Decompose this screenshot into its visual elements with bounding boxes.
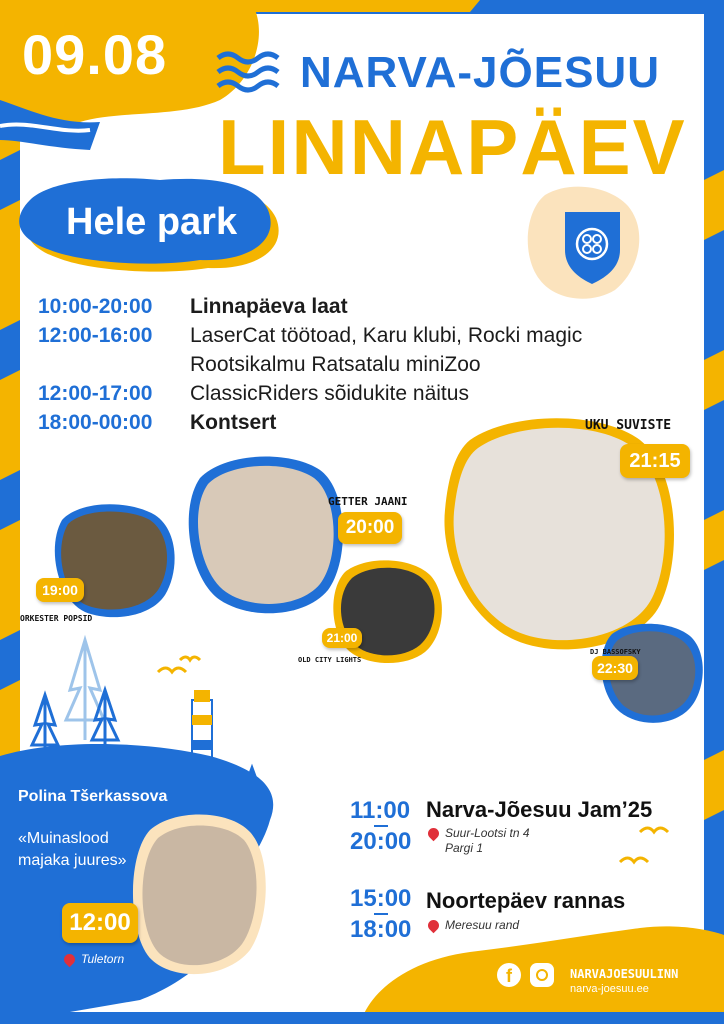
schedule-event: Linnapäeva laat <box>190 295 348 318</box>
performer-name-orkester: ORKESTER POPSID <box>20 614 93 623</box>
location-pin-icon <box>426 826 442 842</box>
event-title: LINNAPÄEV <box>218 103 687 191</box>
city-name: NARVA-JÕESUU <box>300 48 660 97</box>
performer-time-old-city-lights: 21:00 <box>322 628 362 648</box>
performer-time-getter: 20:00 <box>338 512 402 544</box>
side-event-time: 12:00 <box>62 903 138 943</box>
schedule-list <box>38 292 698 437</box>
event-time-end: 20:00 <box>350 828 412 855</box>
performer-time-uku: 21:15 <box>620 444 690 478</box>
schedule-row <box>38 350 698 379</box>
event-title-youth: Noortepäev rannas <box>426 888 626 913</box>
performer-time-orkester: 19:00 <box>36 578 84 602</box>
event-address-jam: Suur-Lootsi tn 4 Pargi 1 <box>428 826 530 856</box>
side-event-location: Tuletorn <box>64 952 124 966</box>
facebook-icon[interactable]: f <box>497 963 521 987</box>
event-youth <box>350 884 411 945</box>
side-event-performer: Polina Tšerkassova <box>18 788 168 805</box>
schedule-event: Kontsert <box>190 411 277 434</box>
schedule-row <box>38 379 698 408</box>
schedule-time <box>38 350 190 379</box>
social-handle[interactable]: NARVAJOESUULINN <box>570 967 679 981</box>
website-link[interactable]: narva-joesuu.ee <box>570 983 649 995</box>
performer-name-old-city-lights: OLD CITY LIGHTS <box>298 656 362 664</box>
venue-label: Hele park <box>66 201 238 243</box>
event-time-end: 18:00 <box>350 916 412 943</box>
side-event-title: «Muinaslood majaka juures» <box>18 830 127 869</box>
schedule-row <box>38 292 698 321</box>
performer-name-getter: GETTER JAANI <box>328 495 408 508</box>
location-pin-icon <box>62 952 78 968</box>
schedule-time: 18:00-00:00 <box>38 411 153 434</box>
schedule-event: LaserCat töötoad, Karu klubi, Rocki magic <box>190 324 583 347</box>
schedule-time: 12:00-17:00 <box>38 382 153 405</box>
event-jam <box>350 796 411 857</box>
instagram-icon[interactable] <box>530 963 554 987</box>
performer-name-uku: UKU SUVISTE <box>585 418 672 433</box>
schedule-row <box>38 321 698 350</box>
event-time-start: 15:00 <box>350 885 412 912</box>
event-address-youth: Meresuu rand <box>428 918 519 933</box>
performer-name-dj: DJ BASSOFSKY <box>590 648 641 656</box>
performer-time-dj: 22:30 <box>592 656 638 680</box>
schedule-time: 10:00-20:00 <box>38 295 153 318</box>
event-title-jam: Narva-Jõesuu Jam’25 <box>426 797 653 822</box>
schedule-event: ClassicRiders sõidukite näitus <box>190 382 469 405</box>
schedule-time: 12:00-16:00 <box>38 324 153 347</box>
event-date: 09.08 <box>22 23 168 86</box>
location-pin-icon <box>426 918 442 934</box>
schedule-event: Rootsikalmu Ratsatalu miniZoo <box>190 353 481 376</box>
event-time-start: 11:00 <box>350 797 411 824</box>
